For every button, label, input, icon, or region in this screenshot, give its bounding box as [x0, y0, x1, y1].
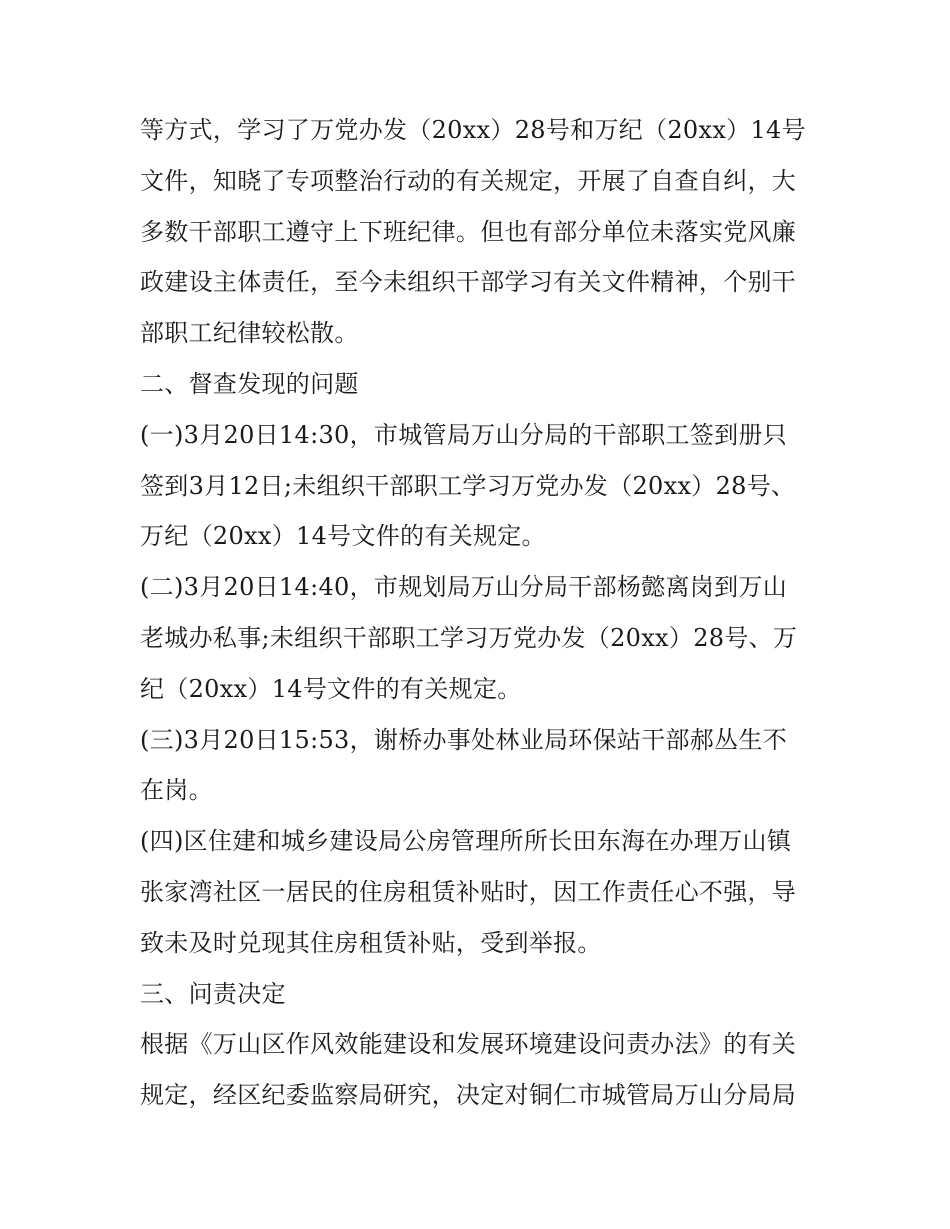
text-line: 根据《万山区作风效能建设和发展环境建设问责办法》的有关 — [140, 1030, 797, 1059]
text-line: 万纪（20xx）14号文件的有关规定。 — [140, 522, 546, 551]
text-line: 张家湾社区一居民的住房租赁补贴时，因工作责任心不强，导 — [140, 877, 797, 906]
text-line: 多数干部职工遵守上下班纪律。但也有部分单位未落实党风廉 — [140, 217, 797, 246]
text-line: 纪（20xx）14号文件的有关规定。 — [140, 674, 522, 703]
text-line: (三)3月20日15:53，谢桥办事处林业局环保站干部郝丛生不 — [140, 725, 787, 754]
text-line: 政建设主体责任，至今未组织干部学习有关文件精神，个别干 — [140, 268, 797, 297]
text-line: (二)3月20日14:40，市规划局万山分局干部杨懿离岗到万山 — [140, 573, 787, 602]
text-line: 签到3月12日;未组织干部职工学习万党办发（20xx）28号、 — [140, 471, 796, 500]
text-line: 等方式，学习了万党办发（20xx）28号和万纪（20xx）14号 — [140, 116, 806, 144]
text-line: 致未及时兑现其住房租赁补贴，受到举报。 — [140, 928, 602, 957]
text-line: (一)3月20日14:30，市城管局万山分局的干部职工签到册只 — [140, 420, 787, 449]
document-body — [140, 105, 816, 1121]
text-line: 文件，知晓了专项整治行动的有关规定，开展了自查自纠，大 — [140, 166, 797, 195]
section-heading: 三、问责决定 — [140, 979, 286, 1008]
text-line: 老城办私事;未组织干部职工学习万党办发（20xx）28号、万 — [140, 623, 798, 652]
text-line: 在岗。 — [140, 776, 213, 805]
section-heading: 二、督查发现的问题 — [140, 369, 359, 398]
text-line: (四)区住建和城乡建设局公房管理所所长田东海在办理万山镇 — [140, 827, 792, 856]
text-line: 规定，经区纪委监察局研究，决定对铜仁市城管局万山分局局 — [140, 1081, 797, 1110]
text-line: 部职工纪律较松散。 — [140, 319, 359, 348]
